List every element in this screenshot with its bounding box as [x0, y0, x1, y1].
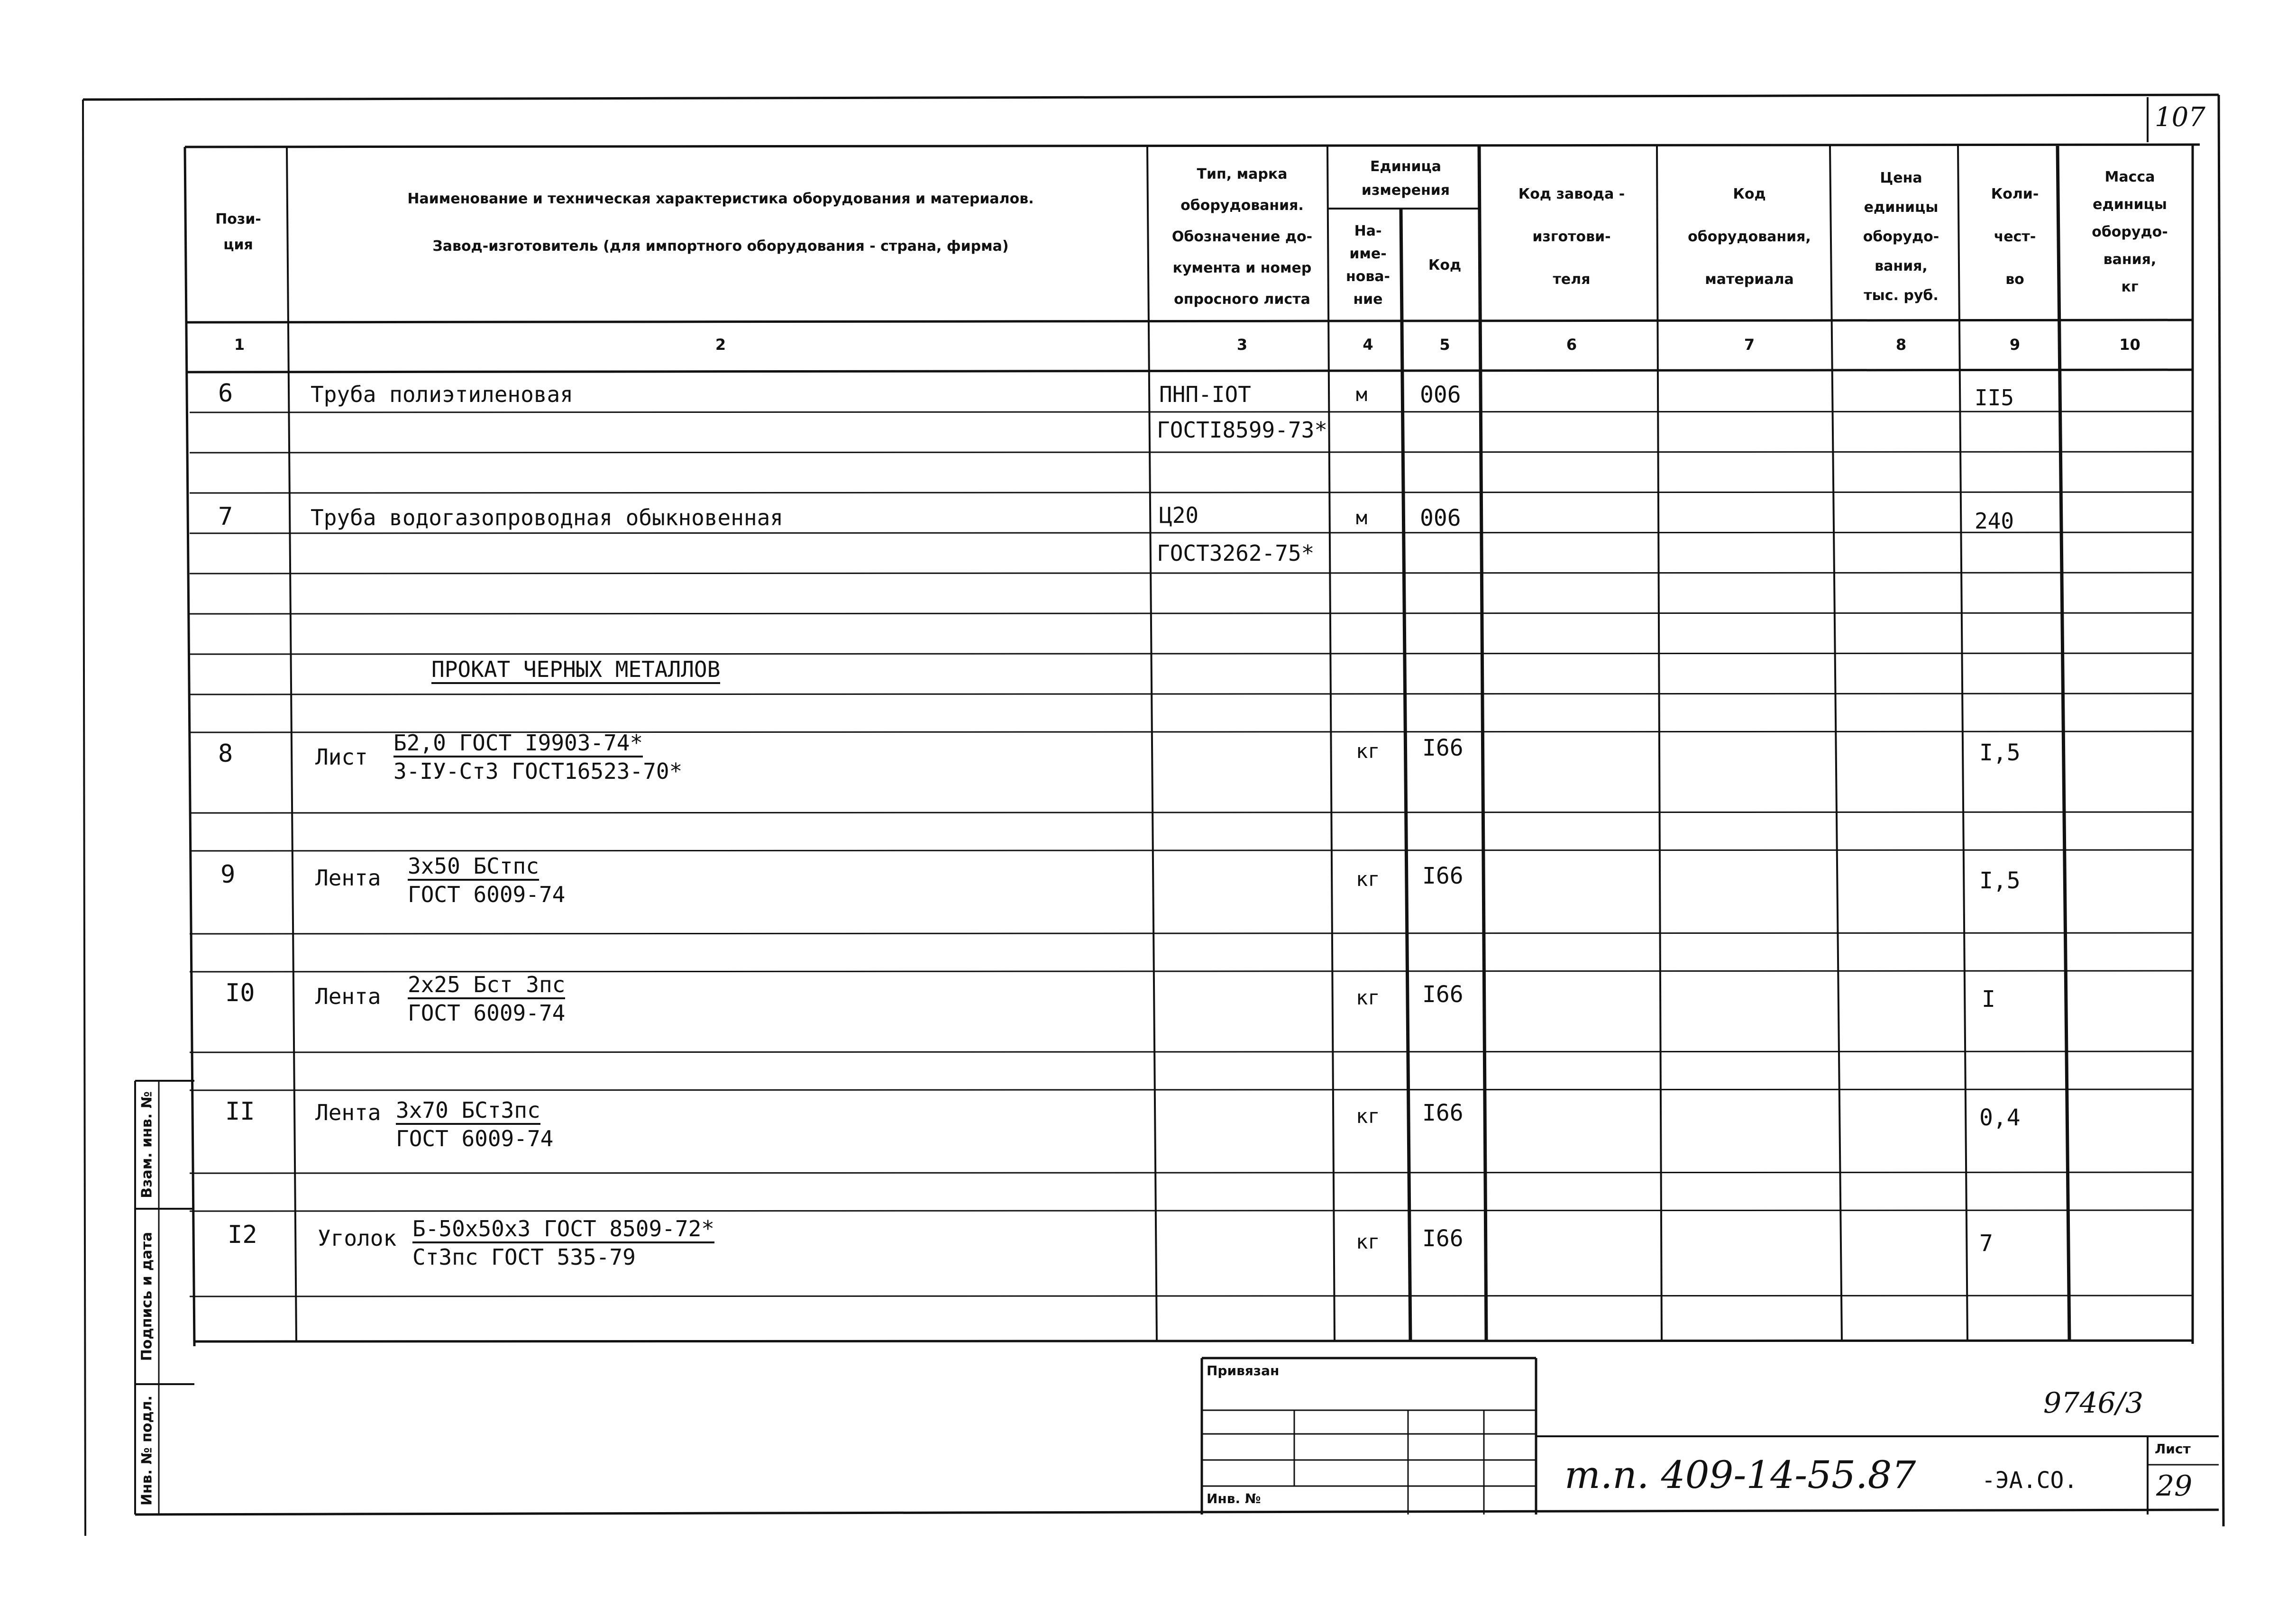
row-9-unit: кг: [1356, 867, 1380, 891]
column-number: 5: [1439, 336, 1450, 354]
column-number: 3: [1236, 336, 1248, 354]
header-unit-code-text: Код: [1428, 257, 1462, 274]
column-number: 7: [1744, 336, 1755, 354]
header-price: [1839, 156, 1963, 318]
header-equipment-code: [1662, 156, 1837, 318]
header-position: [187, 185, 289, 280]
row-9-spec-bottom: ГОСТ 6009-74: [408, 882, 566, 907]
row-11-qty: 0,4: [1979, 1104, 2021, 1131]
privyazan-label: Привязан: [1207, 1363, 1280, 1378]
header-type-text: Тип, марка оборудования. Обозначение до- кумента и номер опросного листа: [1171, 166, 1313, 308]
column-number: 10: [2119, 336, 2140, 354]
row-12-position: I2: [228, 1221, 257, 1249]
row-12-name: Уголок: [318, 1225, 397, 1251]
row-9-spec-top: 3х50 БСтпс: [408, 853, 539, 881]
row-12-spec-bottom: Ст3пс ГОСТ 535-79: [412, 1244, 636, 1270]
row-12-unit: кг: [1356, 1230, 1380, 1253]
header-unit-group-text: Единица измерения: [1361, 158, 1450, 199]
row-9-position: 9: [220, 860, 236, 889]
column-number: 6: [1566, 336, 1577, 354]
row-7-qty: 240: [1975, 508, 2014, 534]
row-10-spec-bottom: ГОСТ 6009-74: [408, 1000, 566, 1026]
row-6-position: 6: [218, 379, 233, 408]
row-6-unit: м: [1356, 384, 1368, 406]
header-position-text: Пози- ция: [215, 211, 261, 253]
row-11-spec-bottom: ГОСТ 6009-74: [396, 1126, 554, 1151]
doc-suffix: -ЭА.СО.: [1982, 1467, 2078, 1494]
header-unit-name: [1331, 211, 1405, 320]
row-9-name: Лента: [315, 865, 381, 891]
header-mass: [2067, 152, 2193, 313]
header-mass-text: Масса единицы оборудо- вания, кг: [2092, 169, 2168, 295]
doc-code: т.п. 409-14-55.87: [1564, 1453, 1916, 1497]
header-plant-code-text: Код завода - изготови- теля: [1518, 186, 1625, 288]
row-10-position: I0: [225, 979, 255, 1007]
margin-vzam-inv: Взам. инв. №: [138, 1091, 156, 1198]
row-8-spec-bottom: 3-IУ-Ст3 ГОСТ16523-70*: [393, 758, 683, 784]
column-number: 1: [234, 336, 245, 354]
row-11-name: Лента: [315, 1100, 381, 1125]
column-number: 2: [715, 336, 726, 354]
section-title: ПРОКАТ ЧЕРНЫХ МЕТАЛЛОВ: [431, 657, 720, 684]
row-12-code: I66: [1422, 1225, 1464, 1252]
row-10-code: I66: [1422, 981, 1464, 1008]
header-quantity-text: Коли- чест- во: [1991, 186, 2039, 288]
row-11-position: II: [225, 1097, 255, 1126]
header-price-text: Цена единицы оборудо- вания, тыс. руб.: [1863, 170, 1939, 304]
row-12-qty: 7: [1979, 1230, 1993, 1257]
row-10-name: Лента: [315, 984, 381, 1009]
row-11-code: I66: [1422, 1100, 1464, 1126]
sheet-label: Лист: [2155, 1441, 2191, 1457]
header-quantity: [1965, 156, 2065, 318]
row-8-qty: I,5: [1979, 739, 2021, 766]
row-6-code: 006: [1420, 382, 1461, 408]
header-plant-code: [1484, 156, 1659, 318]
column-number: 9: [2009, 336, 2021, 354]
row-7-code: 006: [1420, 505, 1461, 531]
header-unit-group: [1330, 151, 1482, 207]
row-9-code: I66: [1422, 863, 1464, 889]
inv-no-label: Инв. №: [1207, 1491, 1261, 1506]
margin-podpis-data: Подпись и дата: [138, 1232, 156, 1361]
sheet-corner-number: 107: [2155, 102, 2205, 133]
header-unit-code: [1408, 211, 1482, 320]
row-8-name: Лист: [315, 744, 368, 770]
row-11-spec-top: 3х70 БСт3пс: [396, 1097, 540, 1125]
margin-inv-podl: Инв. № подл.: [138, 1395, 156, 1506]
row-7-position: 7: [218, 502, 233, 531]
row-11-unit: кг: [1356, 1104, 1380, 1128]
row-8-unit: кг: [1356, 739, 1380, 763]
row-10-spec-top: 2х25 Бст 3пс: [408, 972, 565, 999]
row-8-spec-top: Б2,0 ГОСТ I9903-74*: [393, 730, 643, 757]
row-7-type1: Ц20: [1159, 502, 1199, 528]
column-number: 8: [1895, 336, 1907, 354]
row-10-unit: кг: [1356, 986, 1380, 1009]
row-6-name: Труба полиэтиленовая: [311, 382, 573, 407]
archive-number: 9746/3: [2043, 1387, 2144, 1420]
row-9-qty: I,5: [1979, 867, 2021, 894]
row-6-type2: ГОСТI8599-73*: [1157, 417, 1328, 443]
header-name: [292, 175, 1150, 270]
row-7-unit: м: [1356, 507, 1368, 529]
row-7-name: Труба водогазопроводная обыкновенная: [311, 505, 783, 530]
row-10-qty: I: [1982, 986, 1995, 1013]
row-8-code: I66: [1422, 735, 1464, 761]
row-12-spec-top: Б-50х50х3 ГОСТ 8509-72*: [412, 1216, 714, 1243]
row-6-type1: ПНП-IОТ: [1159, 382, 1251, 407]
header-equipment-code-text: Код оборудования, материала: [1688, 186, 1811, 288]
row-8-position: 8: [218, 739, 233, 768]
column-number: 4: [1363, 336, 1373, 354]
row-6-qty: II5: [1975, 385, 2014, 411]
header-type: [1152, 156, 1332, 318]
row-7-type2: ГОСТ3262-75*: [1157, 540, 1315, 566]
header-unit-name-text: На- име- нова- ние: [1345, 223, 1390, 308]
header-name-text: Наименование и техническая характеристика оборудования и материалов. Завод-изготовитель (для импортного оборудования - страна, фирма): [407, 191, 1034, 255]
sheet-number: 29: [2156, 1469, 2193, 1503]
